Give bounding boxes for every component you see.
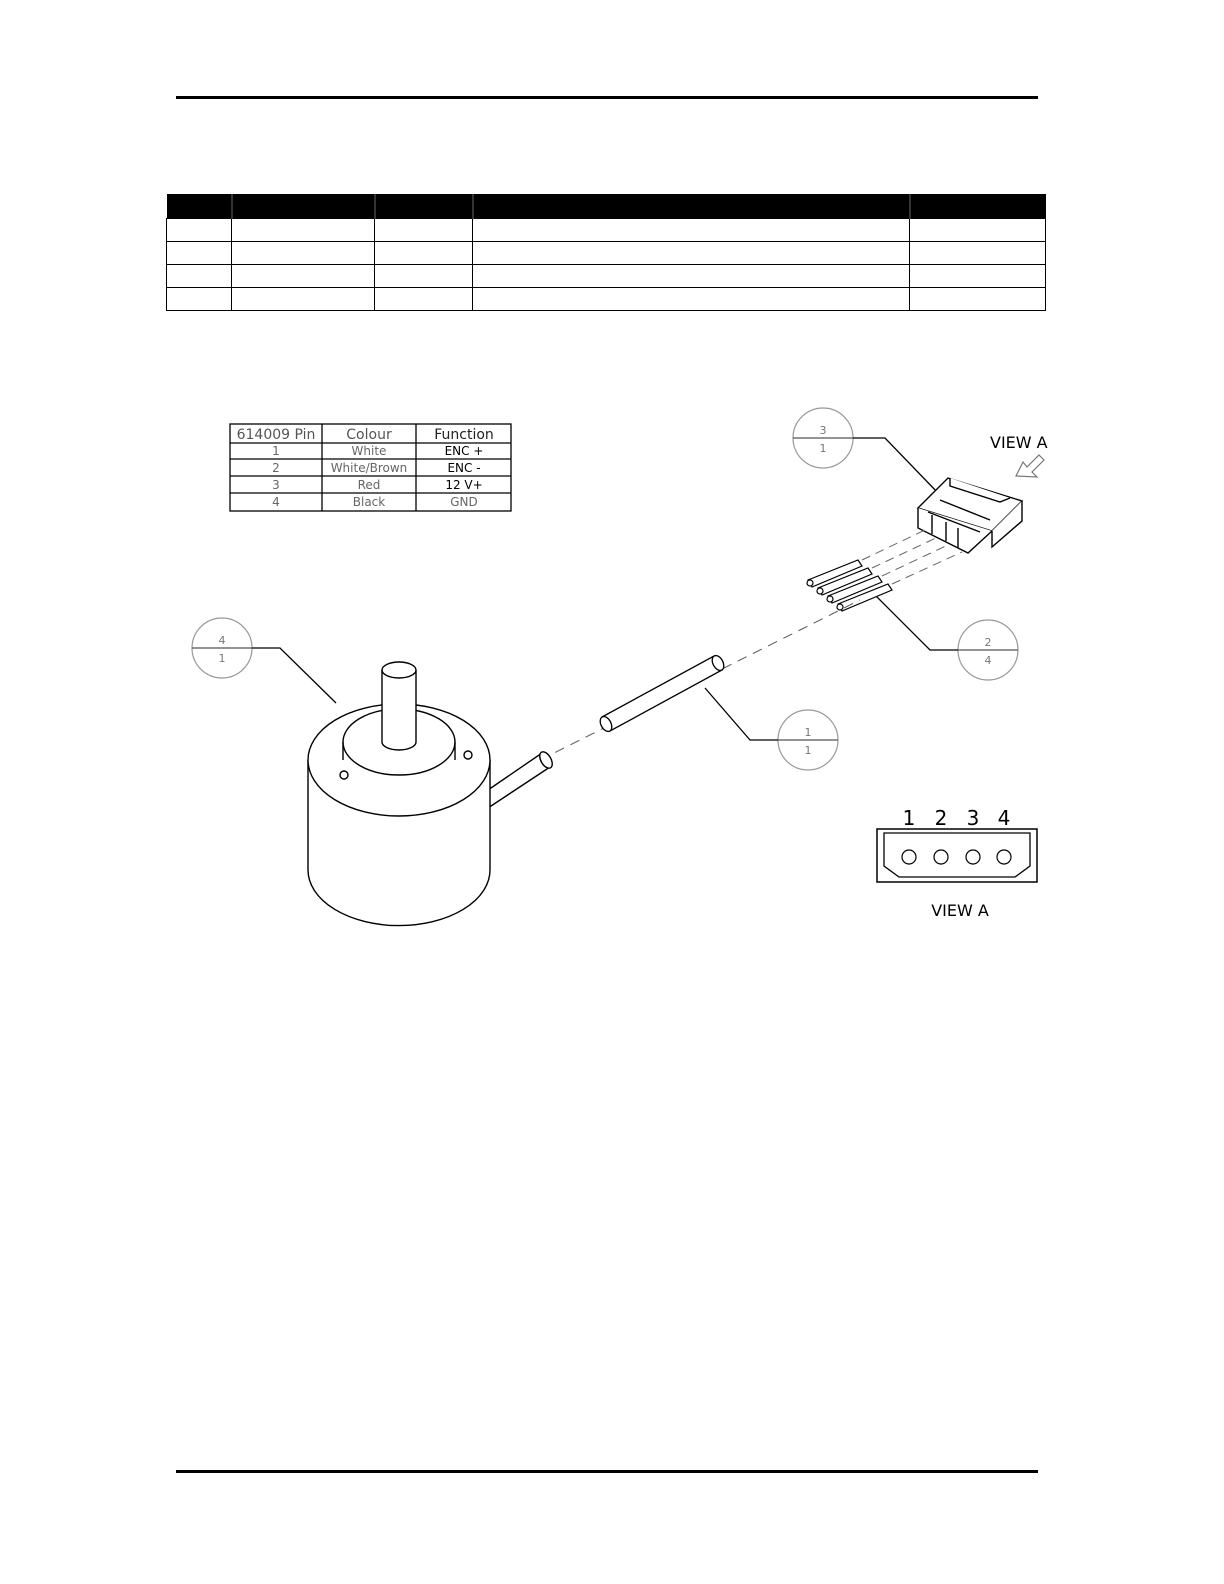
- balloon-quantity: 1: [804, 744, 812, 757]
- function-cell: GND: [450, 495, 478, 509]
- pin-number-label: 1: [902, 806, 916, 830]
- pin-table-header-pin: 614009 Pin: [236, 427, 316, 443]
- leader-line-encoder: [252, 648, 336, 703]
- leader-line-connector: [853, 438, 940, 495]
- balloon-item-number: 1: [804, 726, 812, 739]
- balloon-quantity: 4: [984, 654, 992, 667]
- leader-line-sleeve: [705, 688, 778, 740]
- balloon-quantity: 1: [819, 442, 827, 455]
- balloon-item-number: 3: [819, 424, 827, 437]
- view-a-caption: VIEW A: [931, 901, 989, 920]
- colour-cell: White/Brown: [330, 461, 408, 475]
- balloon-connector: [793, 408, 853, 468]
- pin-hole: [934, 850, 948, 864]
- colour-cell: White: [351, 444, 387, 458]
- view-direction-arrow-icon: [1016, 455, 1044, 477]
- balloon-quantity: 1: [218, 652, 226, 665]
- crimp-terminals: [807, 560, 892, 611]
- bottom-rule: [176, 1470, 1038, 1473]
- pin-table-header-colour: Colour: [346, 427, 392, 443]
- function-cell: ENC +: [444, 444, 484, 458]
- pin-number-label: 3: [966, 806, 980, 830]
- function-cell: ENC -: [447, 461, 481, 475]
- pin-hole: [966, 850, 980, 864]
- function-cell: 12 V+: [445, 478, 483, 492]
- pin-cell: 2: [272, 461, 280, 475]
- encoder-body: [308, 662, 555, 926]
- pin-table-header-function: Function: [434, 427, 494, 443]
- balloon-terminals: [958, 620, 1018, 680]
- pin-cell: 1: [272, 444, 280, 458]
- pin-number-label: 4: [997, 806, 1011, 830]
- balloon-sleeve: [778, 710, 838, 770]
- pin-number-label: 2: [934, 806, 948, 830]
- leader-line-terminals: [876, 596, 958, 650]
- view-a-label: VIEW A: [990, 433, 1048, 452]
- pin-cell: 4: [272, 495, 280, 509]
- sleeve-tube: [598, 654, 726, 734]
- pin-hole: [902, 850, 916, 864]
- colour-cell: Black: [352, 495, 386, 509]
- balloon-encoder: [192, 618, 252, 678]
- pin-hole: [997, 850, 1011, 864]
- pin-cell: 3: [272, 478, 280, 492]
- connector-face-view: [877, 829, 1037, 882]
- balloon-item-number: 4: [218, 634, 226, 647]
- balloon-item-number: 2: [984, 636, 992, 649]
- colour-cell: Red: [357, 478, 381, 492]
